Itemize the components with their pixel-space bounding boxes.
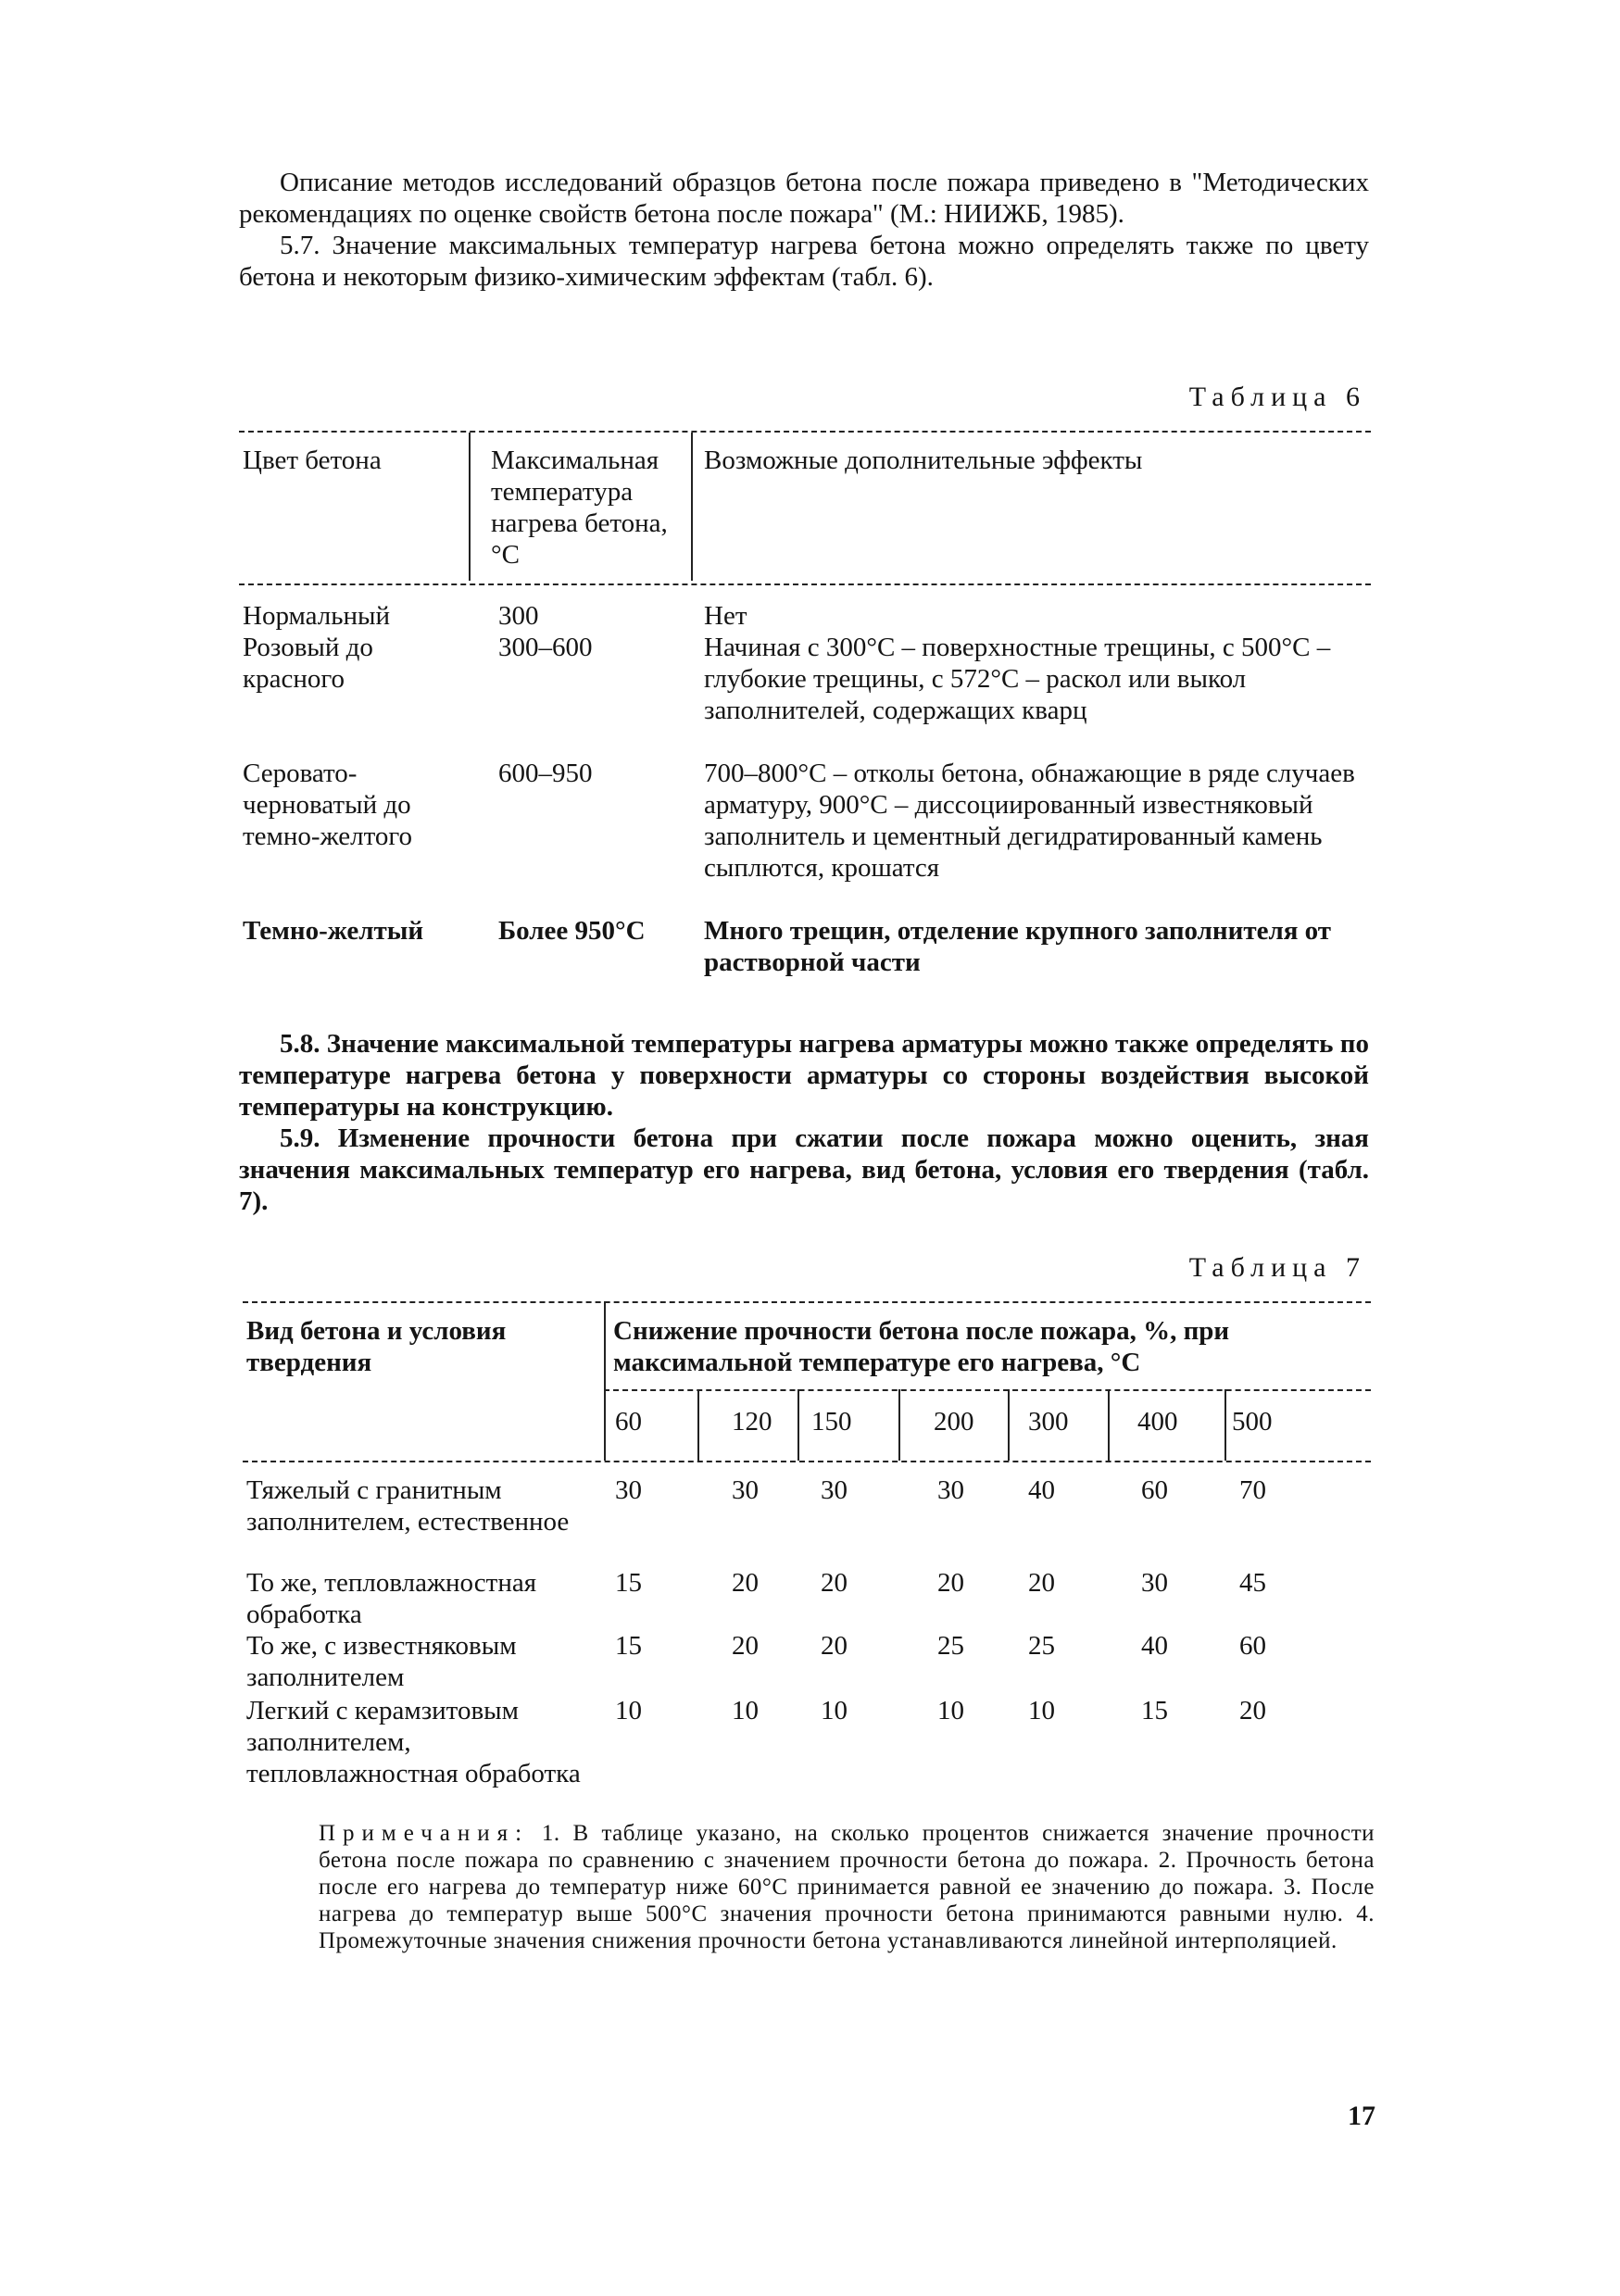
table7-row4-val-60: 10 (615, 1696, 642, 1725)
table7-row1-val-60: 30 (615, 1475, 642, 1505)
section-5-9-paragraph: 5.9. Изменение прочности бетона при сжатии после пожара можно оценить, зная значения максимальных температур его нагрева, вид бетона, условия его твердения (табл. 7). (239, 1123, 1369, 1216)
table6-row4-color: Темно-желтый (243, 916, 424, 946)
table7-row4-name: Легкий с керамзитовым заполнителем, тепловлажностная обработка (246, 1696, 581, 1788)
table6-row3-effects: 700–800°С – отколы бетона, обнажающие в ряде случаев арматуру, 900°С – диссоциированный известняковый заполнитель и цементный дегидратированный камень сыплются, крошатся (704, 759, 1355, 883)
table7-temp-300: 300 (1028, 1407, 1069, 1437)
table7-temp-divider-1 (697, 1389, 699, 1461)
table7-row1-val-300: 40 (1028, 1475, 1055, 1505)
table7-row2-val-60: 15 (615, 1568, 642, 1598)
table7-row4-val-400: 15 (1141, 1696, 1168, 1725)
table7-top-rule (243, 1301, 1371, 1303)
table7-temp-200: 200 (934, 1407, 974, 1437)
table7-row3-val-60: 15 (615, 1631, 642, 1661)
table7-header-left: Вид бетона и условия твердения (246, 1316, 507, 1377)
table7-row3-val-120: 20 (732, 1631, 759, 1661)
table6-row2-color: Розовый до красного (243, 633, 373, 694)
table7-row1-val-500: 70 (1239, 1475, 1266, 1505)
table7-temp-divider-6 (1224, 1389, 1226, 1461)
table6-row1-color: Нормальный (243, 601, 391, 631)
table7-row2-val-150: 20 (821, 1568, 848, 1598)
table7-temp-120: 120 (732, 1407, 772, 1437)
table7-row3-name: То же, с известняковым заполнителем (246, 1631, 517, 1692)
table6-caption: Таблица 6 (1188, 382, 1366, 412)
table6-row4-effects: Много трещин, отделение крупного заполнителя от растворной части (704, 916, 1332, 977)
table6-row2-effects: Начиная с 300°С – поверхностные трещины, с 500°С – глубокие трещины, с 572°С – раскол или выкол заполнителей, содержащих кварц (704, 633, 1331, 725)
table7-left-divider (604, 1301, 606, 1461)
table7-row3-val-300: 25 (1028, 1631, 1055, 1661)
table7-row1-name: Тяжелый с гранитным заполнителем, естественное (246, 1475, 570, 1537)
table6-row1-effects: Нет (704, 601, 747, 631)
intro-paragraph-1: Описание методов исследований образцов бетона после пожара приведено в "Методических рекомендациях по оценке свойств бетона после пожара" (М.: НИИЖБ, 1985). (239, 168, 1369, 229)
notes-label: Примечания: (319, 1821, 530, 1846)
table7-temp-divider-5 (1108, 1389, 1110, 1461)
section-5-8-paragraph: 5.8. Значение максимальной температуры нагрева арматуры можно также определять по температуре нагрева бетона у поверхности арматуры со стороны воздействия высокой температуры на конструкцию. (239, 1029, 1369, 1122)
table6-row2-temp: 300–600 (498, 633, 593, 662)
table7-temp-divider-2 (797, 1389, 799, 1461)
table7-temp-150: 150 (811, 1407, 852, 1437)
table7-row3-val-200: 25 (937, 1631, 964, 1661)
table7-temp-divider-4 (1008, 1389, 1010, 1461)
table7-row2-val-300: 20 (1028, 1568, 1055, 1598)
table7-row4-val-120: 10 (732, 1696, 759, 1725)
table7-row1-val-200: 30 (937, 1475, 964, 1505)
table7-temp-divider-3 (898, 1389, 900, 1461)
table7-row4-val-500: 20 (1239, 1696, 1266, 1725)
table6-row1-temp: 300 (498, 601, 539, 631)
table7-row1-val-150: 30 (821, 1475, 848, 1505)
table6-header-temperature: Максимальная температура нагрева бетона, °С (491, 445, 668, 570)
table7-row4-val-200: 10 (937, 1696, 964, 1725)
table6-col-divider-1 (469, 433, 471, 581)
table6-header-effects: Возможные дополнительные эффекты (704, 445, 1143, 475)
table7-row3-val-150: 20 (821, 1631, 848, 1661)
notes-text: 1. В таблице указано, на сколько процентов снижается значение прочности бетона после пожара по сравнению с значением прочности бетона до пожара. 2. Прочность бетона после его нагрева до температур ниже 60°С принимается равной ее значению до пожара. 3. После нагрева до температур выше 500°С значения прочности бетона принимаются равными нулю. 4. Промежуточные значения снижения прочности бетона устанавливаются линейной интерполяцией. (319, 1821, 1375, 1953)
table7-temp-400: 400 (1137, 1407, 1178, 1437)
table7-row2-name: То же, тепловлажностная обработка (246, 1568, 537, 1629)
table6-row4-temp: Более 950°С (498, 916, 646, 946)
table6-header-rule (239, 583, 1371, 585)
table7-row4-val-150: 10 (821, 1696, 848, 1725)
table7-row3-val-400: 40 (1141, 1631, 1168, 1661)
table7-caption: Таблица 7 (1188, 1252, 1366, 1283)
table6-header-color: Цвет бетона (243, 445, 382, 475)
table7-row2-val-200: 20 (937, 1568, 964, 1598)
table7-row2-val-120: 20 (732, 1568, 759, 1598)
page-number: 17 (1348, 2101, 1375, 2131)
table7-temp-60: 60 (615, 1407, 642, 1437)
intro-text (239, 167, 1369, 293)
table7-row2-val-400: 30 (1141, 1568, 1168, 1598)
table6-top-rule (239, 431, 1371, 433)
table6-col-divider-2 (691, 433, 693, 581)
table7-header-rule (243, 1461, 1371, 1462)
table7-temp-500: 500 (1232, 1407, 1273, 1437)
table7-notes (319, 1820, 1375, 1954)
table7-row3-val-500: 60 (1239, 1631, 1266, 1661)
table7-row4-val-300: 10 (1028, 1696, 1055, 1725)
table7-header-right: Снижение прочности бетона после пожара, %, при максимальной температуре его нагрева, °С (613, 1316, 1230, 1377)
table7-row1-val-120: 30 (732, 1475, 759, 1505)
table6-row3-temp: 600–950 (498, 759, 593, 788)
section-5-7-paragraph: 5.7. Значение максимальных температур нагрева бетона можно определять также по цвету бетона и некоторым физико-химическим эффектам (табл. 6). (239, 231, 1369, 292)
mid-text (239, 1028, 1369, 1217)
table7-row2-val-500: 45 (1239, 1568, 1266, 1598)
table6-row3-color: Серовато-черноватый до темно-желтого (243, 759, 413, 851)
table7-row1-val-400: 60 (1141, 1475, 1168, 1505)
table7-subheader-rule (604, 1389, 1371, 1391)
